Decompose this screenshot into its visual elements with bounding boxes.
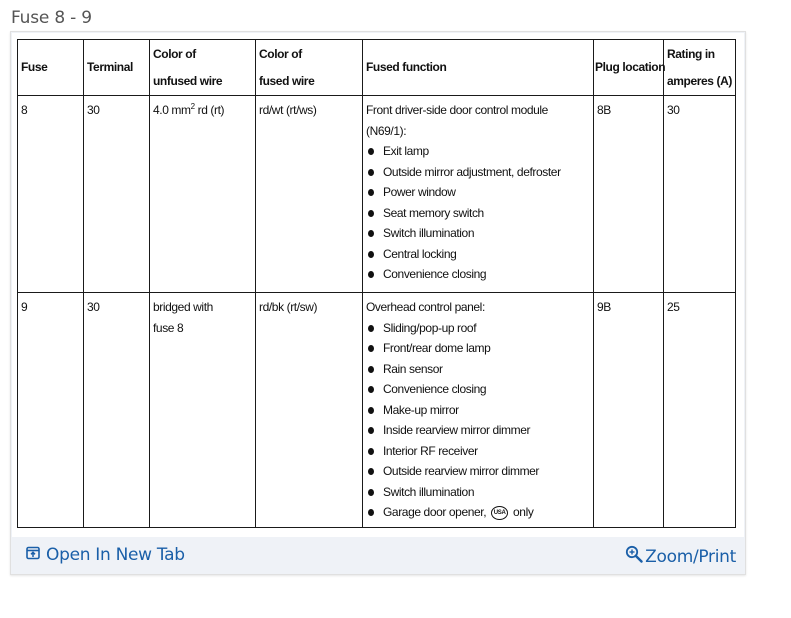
cell-unfused-wire (150, 96, 256, 293)
cell-fused-function (363, 293, 594, 528)
zoom-print-link[interactable] (625, 545, 736, 568)
fuse-table (17, 39, 736, 528)
unfused-wire-sup: 2 (190, 102, 195, 111)
function-intro-line2: (N69/1): (366, 123, 407, 138)
function-item: Exit lamp (366, 141, 590, 162)
header-unfused-wire-line2: unfused wire (153, 73, 223, 88)
function-item: Switch illumination (366, 223, 590, 244)
cell-plug-location: 9B (594, 293, 664, 528)
function-item: Convenience closing (366, 264, 590, 285)
cell-unfused-wire (150, 293, 256, 528)
function-item-suffix: only (513, 505, 534, 519)
header-rating (664, 40, 736, 96)
header-terminal: Terminal (84, 40, 150, 96)
header-fused-wire-line2: fused wire (259, 73, 315, 88)
function-list (366, 318, 590, 523)
footer-bar (11, 537, 745, 574)
header-fused-wire-line1: Color of (259, 46, 302, 61)
table-row (18, 96, 736, 293)
function-item: Sliding/pop-up roof (366, 318, 590, 339)
open-in-new-tab-label: Open In New Tab (46, 545, 185, 565)
header-fuse: Fuse (18, 40, 84, 96)
function-intro: Overhead control panel: (366, 300, 485, 314)
diagram-frame (10, 31, 746, 575)
cell-rating: 25 (664, 293, 736, 528)
unfused-wire-prefix: 4.0 mm (153, 103, 191, 117)
cell-fuse: 8 (18, 96, 84, 293)
page-title: Fuse 8 - 9 (11, 8, 92, 28)
cell-terminal: 30 (84, 293, 150, 528)
function-item: Central locking (366, 244, 590, 265)
function-item: Seat memory switch (366, 203, 590, 224)
function-item: Outside rearview mirror dimmer (366, 461, 590, 482)
function-item: Convenience closing (366, 379, 590, 400)
header-unfused-wire (150, 40, 256, 96)
unfused-wire-line2: fuse 8 (153, 320, 184, 335)
function-item: Interior RF receiver (366, 441, 590, 462)
function-item: Rain sensor (366, 359, 590, 380)
function-item-prefix: Garage door opener, (383, 505, 487, 519)
table-header-row (18, 40, 736, 96)
header-plug-location: Plug location (594, 40, 664, 96)
cell-terminal: 30 (84, 96, 150, 293)
function-list (366, 141, 590, 285)
cell-fuse: 9 (18, 293, 84, 528)
function-item: Front/rear dome lamp (366, 338, 590, 359)
function-item (366, 502, 590, 523)
header-rating-line2: amperes (A) (667, 73, 732, 88)
function-item: Inside rearview mirror dimmer (366, 420, 590, 441)
header-fused-wire (256, 40, 363, 96)
unfused-wire-line1: bridged with (153, 300, 213, 314)
header-fused-function: Fused function (363, 40, 594, 96)
zoom-in-icon (625, 545, 643, 568)
zoom-print-label: Zoom/Print (645, 546, 736, 567)
usa-badge-icon: USA (491, 506, 508, 520)
header-rating-line1: Rating in (667, 46, 715, 61)
cell-fused-function (363, 96, 594, 293)
cell-fused-wire: rd/wt (rt/ws) (256, 96, 363, 293)
cell-plug-location: 8B (594, 96, 664, 293)
open-in-new-tab-icon (26, 545, 40, 565)
open-in-new-tab-link[interactable] (26, 545, 185, 565)
function-item: Outside mirror adjustment, defroster (366, 162, 590, 183)
header-unfused-wire-line1: Color of (153, 46, 196, 61)
cell-fused-wire: rd/bk (rt/sw) (256, 293, 363, 528)
table-row (18, 293, 736, 528)
unfused-wire-suffix: rd (rt) (194, 103, 225, 117)
function-item: Switch illumination (366, 482, 590, 503)
cell-rating: 30 (664, 96, 736, 293)
function-item: Power window (366, 182, 590, 203)
function-intro: Front driver-side door control module (366, 103, 548, 117)
function-item: Make-up mirror (366, 400, 590, 421)
fuse-table-image (12, 33, 744, 537)
